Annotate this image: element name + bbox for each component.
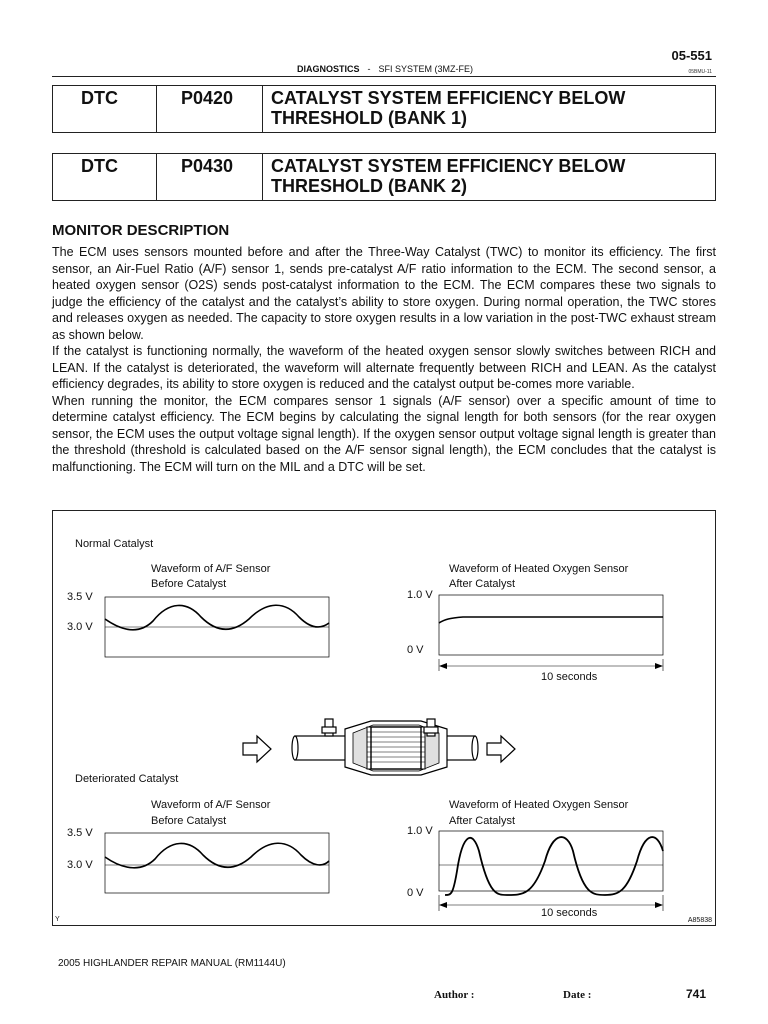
o2-waveform-deteriorated (445, 837, 663, 895)
header-section: DIAGNOSTICS (297, 64, 360, 74)
af-low-voltage: 3.0 V (67, 621, 93, 633)
o2-waveform-title: Waveform of Heated Oxygen Sensor (449, 799, 629, 811)
o2-waveform-subtitle: After Catalyst (449, 815, 516, 827)
arrow-head (439, 902, 447, 908)
date-label: Date : (563, 989, 592, 1001)
author-label: Author : (434, 989, 475, 1001)
dtc-title (263, 154, 715, 200)
page-number: 741 (685, 987, 706, 1001)
arrow-head (655, 663, 663, 669)
af-high-voltage: 3.5 V (67, 827, 93, 839)
af-waveform-deteriorated (105, 843, 329, 868)
time-span-label: 10 seconds (541, 671, 598, 683)
o2-high-voltage: 1.0 V (407, 825, 433, 837)
o2-plot-frame (439, 595, 663, 655)
dtc-title-line: CATALYST SYSTEM EFFICIENCY BELOW (271, 88, 626, 108)
dtc-title-line: CATALYST SYSTEM EFFICIENCY BELOW (271, 156, 626, 176)
paragraph: When running the monitor, the ECM compares sensor 1 signals (A/F sensor) over a specific amount of time to determine catalyst efficiency. The ECM begins by calculating the signal length for both sensors (for the rear oxygen sensor, the ECM uses the output voltage signal length). If the oxygen sensor output voltage signal length is greater than the threshold (threshold is calculated based on the A/F sensor signal length), the ECM concludes that the catalyst is malfunctioning. The ECM will turn on the MIL and a DTC will be set. (52, 393, 716, 474)
af-plot-frame (105, 833, 329, 893)
waveform-diagram (53, 511, 715, 925)
af-waveform-subtitle: Before Catalyst (151, 815, 227, 827)
figure-corner-code: Y (55, 916, 60, 923)
af-waveform-title: Waveform of A/F Sensor (151, 799, 271, 811)
header-rule (52, 76, 716, 77)
page-code: 05-551 (671, 48, 712, 63)
af-waveform-subtitle: Before Catalyst (151, 578, 227, 590)
af-low-voltage: 3.0 V (67, 859, 93, 871)
flow-arrow-icon (487, 736, 515, 762)
paragraph: The ECM uses sensors mounted before and after the Three-Way Catalyst (TWC) to monitor its efficiency. The first sensor, an Air-Fuel Ratio (A/F) sensor 1, sends pre-catalyst A/F ratio information to the ECM. The second sensor, a heated oxygen sensor (O2S) sends post-catalyst information to the ECM. The ECM compares these two signals to judge the efficiency of the catalyst and the catalyst’s ability to store oxygen. During normal operation, the TWC stores and releases oxygen as needed. The capacity to store oxygen results in a low variation in the post-TWC exhaust stream as shown below. (52, 245, 716, 342)
section-title: MONITOR DESCRIPTION (52, 222, 230, 239)
dtc-code: P0430 (157, 154, 263, 200)
header-system: SFI SYSTEM (3MZ-FE) (378, 64, 474, 74)
header-separator: - (367, 64, 371, 74)
dtc-box-p0430 (52, 153, 716, 201)
time-span-label: 10 seconds (541, 907, 598, 919)
dtc-code: P0420 (157, 86, 263, 132)
manual-title: 2005 HIGHLANDER REPAIR MANUAL (RM1144U) (58, 958, 286, 969)
normal-catalyst-title: Normal Catalyst (75, 538, 154, 550)
doc-code: 05BMU-11 (688, 69, 712, 75)
arrow-head (655, 902, 663, 908)
o2-low-voltage: 0 V (407, 644, 424, 656)
description-text (52, 244, 716, 475)
catalytic-converter-icon (292, 719, 478, 775)
dtc-label: DTC (53, 154, 157, 200)
dtc-title-line: THRESHOLD (BANK 2) (271, 176, 467, 196)
running-header (297, 64, 473, 74)
flow-arrow-icon (243, 736, 271, 762)
o2-waveform-subtitle: After Catalyst (449, 578, 516, 590)
waveform-figure (52, 510, 716, 926)
o2-low-voltage: 0 V (407, 887, 424, 899)
paragraph: If the catalyst is functioning normally, the waveform of the heated oxygen sensor slowly switches between RICH and LEAN. If the catalyst is deteriorated, the waveform will alternate frequently between RICH and LEAN. As the catalyst efficiency degrades, its ability to store oxygen is reduced and the catalyst output be-comes more variable. (52, 344, 716, 391)
o2-high-voltage: 1.0 V (407, 589, 433, 601)
deteriorated-catalyst-title: Deteriorated Catalyst (75, 773, 179, 785)
af-waveform-normal (105, 605, 329, 630)
o2-waveform-normal (439, 617, 663, 623)
af-high-voltage: 3.5 V (67, 591, 93, 603)
dtc-box-p0420 (52, 85, 716, 133)
dtc-title (263, 86, 715, 132)
af-waveform-title: Waveform of A/F Sensor (151, 563, 271, 575)
dtc-label: DTC (53, 86, 157, 132)
arrow-head (439, 663, 447, 669)
figure-id: A85838 (687, 917, 712, 924)
o2-waveform-title: Waveform of Heated Oxygen Sensor (449, 563, 629, 575)
dtc-title-line: THRESHOLD (BANK 1) (271, 108, 467, 128)
